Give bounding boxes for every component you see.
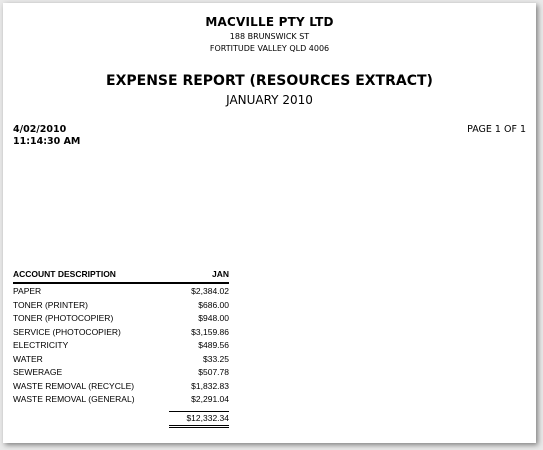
row-description: SERVICE (PHOTOCOPIER) — [13, 326, 121, 337]
table-row — [13, 393, 229, 407]
row-description: WATER — [13, 353, 43, 364]
row-amount: $33.25 — [203, 353, 229, 364]
total-amount: $12,332.34 — [169, 411, 229, 428]
table-row — [13, 299, 229, 313]
column-header-description: ACCOUNT DESCRIPTION — [13, 269, 116, 279]
row-amount: $686.00 — [198, 299, 229, 310]
report-date: 4/02/2010 — [13, 124, 67, 135]
table-row — [13, 380, 229, 394]
address-line-2: FORTITUDE VALLEY QLD 4006 — [209, 44, 330, 53]
row-amount: $948.00 — [198, 313, 229, 323]
row-amount: $507.78 — [198, 367, 229, 377]
total-row — [13, 411, 229, 428]
row-amount: $2,291.04 — [191, 394, 229, 404]
row-description: PAPER — [13, 286, 42, 296]
row-description: TONER (PRINTER) — [13, 299, 88, 310]
row-amount: $1,832.83 — [191, 380, 229, 391]
report-title: EXPENSE REPORT (RESOURCES EXTRACT) — [106, 73, 433, 89]
row-description: TONER (PHOTOCOPIER) — [13, 313, 114, 323]
company-name: MACVILLE PTY LTD — [205, 15, 334, 29]
address-line-1: 188 BRUNSWICK ST — [229, 32, 310, 41]
report-time: 11:14:30 AM — [13, 136, 81, 147]
row-description: WASTE REMOVAL (GENERAL) — [13, 394, 135, 404]
column-header-month: JAN — [211, 269, 229, 279]
table-row — [13, 353, 229, 367]
table-row — [13, 366, 229, 380]
table-body — [13, 284, 229, 407]
row-amount: $3,159.86 — [191, 326, 229, 337]
table-row — [13, 312, 229, 326]
table-row — [13, 285, 229, 299]
expense-table — [13, 269, 229, 428]
table-header — [13, 269, 229, 284]
report-period: JANUARY 2010 — [226, 93, 313, 107]
row-amount: $489.56 — [198, 340, 229, 350]
table-row — [13, 339, 229, 353]
row-description: ELECTRICITY — [13, 340, 69, 350]
table-row — [13, 326, 229, 340]
row-description: SEWERAGE — [13, 367, 63, 377]
page-number: PAGE 1 OF 1 — [467, 124, 526, 135]
row-description: WASTE REMOVAL (RECYCLE) — [13, 380, 135, 391]
report-page — [3, 3, 536, 443]
row-amount: $2,384.02 — [191, 286, 229, 296]
